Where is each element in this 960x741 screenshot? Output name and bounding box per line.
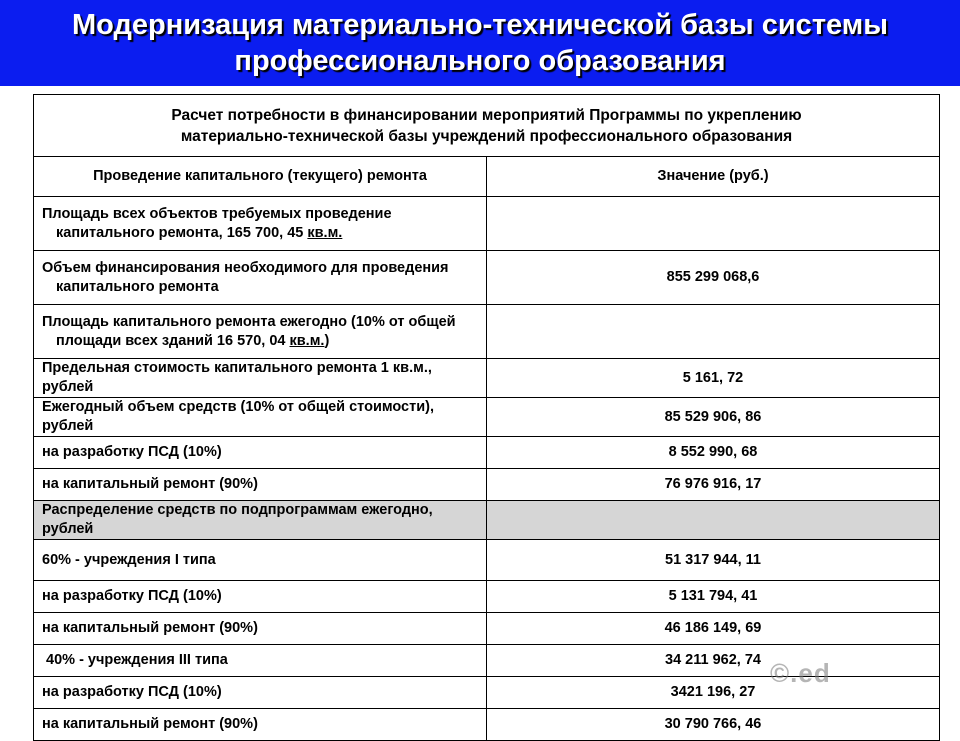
section-label: Проведение капитального (текущего) ремонта — [34, 157, 487, 197]
table-row — [34, 305, 940, 359]
row-label: Ежегодный объем средств (10% от общей стоимости), рублей — [34, 398, 487, 437]
row-label: Предельная стоимость капитального ремонта 1 кв.м., рублей — [34, 359, 487, 398]
row-value: 76 976 916, 17 — [487, 469, 940, 501]
section-header-row — [34, 157, 940, 197]
table-row — [34, 197, 940, 251]
row-label: на капитальный ремонт (90%) — [34, 613, 487, 645]
row-label: на капитальный ремонт (90%) — [34, 709, 487, 741]
empty-value-cell — [487, 197, 940, 251]
page-title-line-2: профессионального образования — [234, 45, 726, 77]
row-label: 60% - учреждения I типа — [34, 540, 487, 581]
page-title-line-1: Модернизация материально-технической базы системы — [72, 9, 888, 41]
row-label: на разработку ПСД (10%) — [34, 581, 487, 613]
funding-volume-label: Объем финансирования необходимого для проведения капитального ремонта — [34, 251, 487, 305]
table-row — [34, 613, 940, 645]
table-row — [34, 540, 940, 581]
table-row — [34, 359, 940, 398]
row-value: 30 790 766, 46 — [487, 709, 940, 741]
area-yearly-cell — [34, 305, 487, 359]
distribution-label: Распределение средств по подпрограммам ежегодно, рублей — [34, 501, 487, 540]
row-value: 8 552 990, 68 — [487, 437, 940, 469]
empty-value-cell — [487, 501, 940, 540]
caption-line-1: Расчет потребности в финансировании мероприятий Программы по укреплению — [171, 106, 802, 124]
row-value: 85 529 906, 86 — [487, 398, 940, 437]
table-row — [34, 398, 940, 437]
caption-line-2: материально-технической базы учреждений профессионального образования — [180, 127, 793, 145]
row-value: 5 131 794, 41 — [487, 581, 940, 613]
table-row — [34, 581, 940, 613]
table-caption — [34, 95, 940, 157]
row-value: 3421 196, 27 — [487, 677, 940, 709]
area-yearly-unit: кв.м. — [289, 332, 325, 349]
table-row — [34, 469, 940, 501]
row-label: на капитальный ремонт (90%) — [34, 469, 487, 501]
table-row — [34, 709, 940, 741]
area-total-unit: кв.м. — [307, 224, 343, 241]
title-banner — [0, 0, 960, 86]
row-label: 40% - учреждения III типа — [34, 645, 487, 677]
row-label: на разработку ПСД (10%) — [34, 677, 487, 709]
distribution-header-row — [34, 501, 940, 540]
watermark: ©.ed — [770, 658, 831, 688]
row-value: 34 211 962, 74 — [487, 645, 940, 677]
area-yearly-text: Площадь капитального ремонта ежегодно (10% от общей площади всех зданий 16 570, 04 — [42, 313, 456, 349]
area-yearly-close: ) — [324, 332, 330, 349]
row-value: 46 186 149, 69 — [487, 613, 940, 645]
funding-volume-value: 855 299 068,6 — [487, 251, 940, 305]
row-value: 51 317 944, 11 — [487, 540, 940, 581]
empty-value-cell — [487, 305, 940, 359]
row-value: 5 161, 72 — [487, 359, 940, 398]
table-row — [34, 437, 940, 469]
value-column-header: Значение (руб.) — [487, 157, 940, 197]
table-row — [34, 251, 940, 305]
funding-table — [33, 94, 940, 741]
area-total-cell — [34, 197, 487, 251]
area-total-text: Площадь всех объектов требуемых проведение капитального ремонта, 165 700, 45 — [42, 205, 392, 241]
table-caption-row — [34, 95, 940, 157]
row-label: на разработку ПСД (10%) — [34, 437, 487, 469]
